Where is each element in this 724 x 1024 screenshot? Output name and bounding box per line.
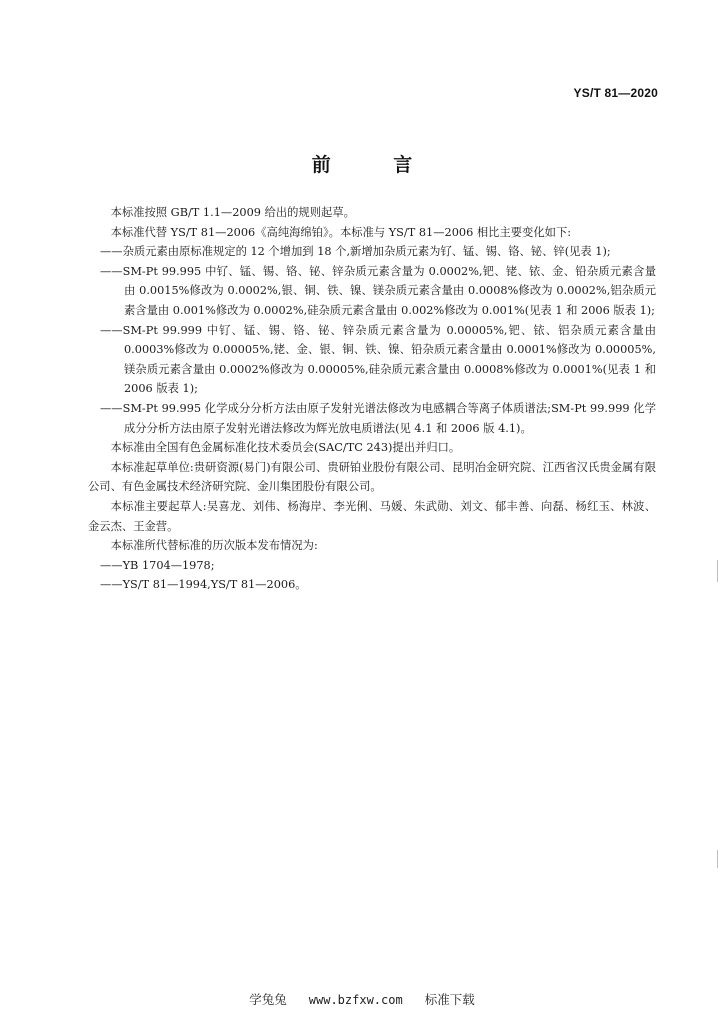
- closing-paragraph: 本标准起草单位:贵研资源(易门)有限公司、贵研铂业股份有限公司、昆明冶金研究院、江西省汉氏贵金属有限公司、有色金属技术经济研究院、金川集团股份有限公司。: [88, 460, 656, 494]
- footer-site-name: 学兔兔: [249, 992, 287, 1007]
- page-title: 前 言: [311, 154, 441, 176]
- intro-paragraph: 本标准按照 GB/T 1.1—2009 给出的规则起草。: [110, 206, 355, 219]
- closing-paragraph: 本标准所代替标准的历次版本发布情况为:: [110, 539, 318, 553]
- document-body: [88, 203, 656, 595]
- footer-watermark: [0, 990, 724, 1008]
- closing-paragraph: 本标准由全国有色金属标准化技术委员会(SAC/TC 243)提出并归口。: [110, 441, 461, 455]
- change-item: ——SM-Pt 99.995 化学成分分析方法由原子发射光谱法修改为电感耦合等离子体质谱法;SM-Pt 99.999 化学成分分析方法由原子发射光谱法修改为辉光放电质谱法(见 4.1 和 2006 版 4.1)。: [100, 401, 656, 435]
- history-item: ——YB 1704—1978;: [100, 558, 215, 572]
- standard-code: YS/T 81—2020: [573, 86, 658, 100]
- change-item: ——SM-Pt 99.995 中钌、锰、锡、铬、铋、锌杂质元素含量为 0.0002%,钯、铑、铱、金、铅杂质元素含量由 0.0015%修改为 0.0002%,银、铜、铁、镍、镁杂质元素含量由 0.0008%修改为 0.0002%,铝杂质元素含量由 0.001%修改为 0.0002%,硅杂质元素含量由 0.002%修改为 0.001%(见表 1 和 2006 版表 1);: [100, 264, 656, 317]
- history-item: ——YS/T 81—1994,YS/T 81—2006。: [100, 578, 307, 592]
- closing-paragraph: 本标准主要起草人:吴喜龙、刘伟、杨海岸、李光俐、马媛、朱武勋、刘文、郁丰善、向磊、杨红玉、林波、金云杰、王金营。: [88, 499, 656, 533]
- change-item: ——杂质元素由原标准规定的 12 个增加到 18 个,新增加杂质元素为钌、锰、锡、铬、铋、锌(见表 1);: [100, 245, 611, 259]
- footer-tagline: 标准下载: [424, 992, 475, 1007]
- scan-artifact: [717, 560, 718, 582]
- footer-url[interactable]: www.bzfxw.com: [308, 993, 403, 1007]
- intro-paragraph: 本标准代替 YS/T 81—2006《高纯海绵铂》。本标准与 YS/T 81—2006 相比主要变化如下:: [110, 225, 572, 239]
- change-item: ——SM-Pt 99.999 中钌、锰、锡、铬、铋、锌杂质元素含量为 0.00005%,钯、铱、铝杂质元素含量由 0.0003%修改为 0.00005%,铑、金、银、铜、铁、镍、铅杂质元素含量由 0.0001%修改为 0.00005%,镁杂质元素含量由 0.0002%修改为 0.00005%,硅杂质元素含量由 0.0008%修改为 0.0001%(见表 1 和 2006 版表 1);: [100, 323, 656, 396]
- scan-artifact: [717, 850, 718, 868]
